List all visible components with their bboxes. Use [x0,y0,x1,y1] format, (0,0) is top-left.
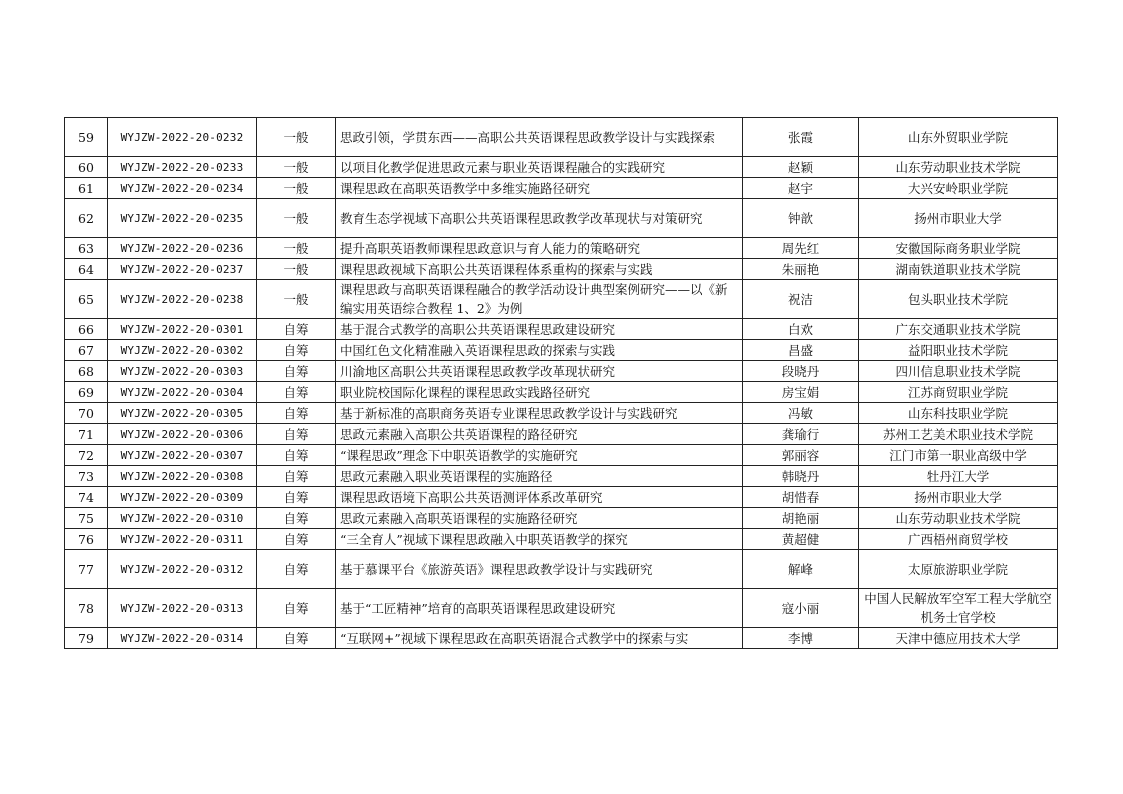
project-leader: 寇小丽 [743,589,859,628]
project-leader: 周先红 [743,238,859,259]
project-level: 自筹 [257,382,336,403]
project-leader: 张霞 [743,118,859,157]
project-leader: 黄超健 [743,529,859,550]
table-row [65,445,1058,466]
project-title: 课程思政语境下高职公共英语测评体系改革研究 [336,487,743,508]
project-level: 一般 [257,178,336,199]
project-code: WYJZW-2022-20-0311 [108,529,257,550]
institution: 四川信息职业技术学院 [859,361,1058,382]
project-level: 自筹 [257,550,336,589]
table-body [65,118,1058,649]
project-code: WYJZW-2022-20-0301 [108,319,257,340]
project-title: 教育生态学视域下高职公共英语课程思政教学改革现状与对策研究 [336,199,743,238]
row-number: 66 [65,319,108,340]
institution: 天津中德应用技术大学 [859,628,1058,649]
institution: 扬州市职业大学 [859,199,1058,238]
project-level: 自筹 [257,487,336,508]
project-level: 一般 [257,280,336,319]
row-number: 62 [65,199,108,238]
table-row [65,319,1058,340]
project-level: 自筹 [257,628,336,649]
row-number: 73 [65,466,108,487]
institution: 包头职业技术学院 [859,280,1058,319]
row-number: 72 [65,445,108,466]
project-title: “课程思政”理念下中职英语教学的实施研究 [336,445,743,466]
project-code: WYJZW-2022-20-0232 [108,118,257,157]
project-title: 思政元素融入高职公共英语课程的路径研究 [336,424,743,445]
row-number: 59 [65,118,108,157]
row-number: 63 [65,238,108,259]
table-row [65,118,1058,157]
project-title: 基于慕课平台《旅游英语》课程思政教学设计与实践研究 [336,550,743,589]
project-leader: 胡艳丽 [743,508,859,529]
institution: 大兴安岭职业学院 [859,178,1058,199]
project-code: WYJZW-2022-20-0235 [108,199,257,238]
project-title: 提升高职英语教师课程思政意识与育人能力的策略研究 [336,238,743,259]
table-row [65,361,1058,382]
row-number: 60 [65,157,108,178]
institution: 江门市第一职业高级中学 [859,445,1058,466]
project-leader: 赵颖 [743,157,859,178]
project-code: WYJZW-2022-20-0308 [108,466,257,487]
project-level: 自筹 [257,424,336,445]
row-number: 65 [65,280,108,319]
project-leader: 房宝娟 [743,382,859,403]
project-level: 自筹 [257,529,336,550]
project-code: WYJZW-2022-20-0238 [108,280,257,319]
project-leader: 赵宇 [743,178,859,199]
project-level: 一般 [257,259,336,280]
project-code: WYJZW-2022-20-0237 [108,259,257,280]
row-number: 61 [65,178,108,199]
institution: 扬州市职业大学 [859,487,1058,508]
project-leader: 解峰 [743,550,859,589]
project-leader: 冯敏 [743,403,859,424]
table-row [65,487,1058,508]
table-row [65,628,1058,649]
row-number: 78 [65,589,108,628]
institution: 广西梧州商贸学校 [859,529,1058,550]
table-row [65,529,1058,550]
table-row [65,238,1058,259]
project-code: WYJZW-2022-20-0312 [108,550,257,589]
project-leader: 祝洁 [743,280,859,319]
project-code: WYJZW-2022-20-0236 [108,238,257,259]
table-row [65,157,1058,178]
row-number: 68 [65,361,108,382]
row-number: 71 [65,424,108,445]
institution: 太原旅游职业学院 [859,550,1058,589]
table-row [65,199,1058,238]
institution: 中国人民解放军空军工程大学航空机务士官学校 [859,589,1058,628]
project-title: 中国红色文化精准融入英语课程思政的探索与实践 [336,340,743,361]
project-leader: 钟歆 [743,199,859,238]
row-number: 67 [65,340,108,361]
project-title: 思政元素融入高职英语课程的实施路径研究 [336,508,743,529]
project-title: 川渝地区高职公共英语课程思政教学改革现状研究 [336,361,743,382]
project-leader: 昌盛 [743,340,859,361]
project-title: “互联网+”视域下课程思政在高职英语混合式教学中的探索与实 [336,628,743,649]
table-row [65,550,1058,589]
project-code: WYJZW-2022-20-0313 [108,589,257,628]
project-level: 自筹 [257,589,336,628]
project-title: 基于新标准的高职商务英语专业课程思政教学设计与实践研究 [336,403,743,424]
row-number: 74 [65,487,108,508]
project-leader: 龚瑜行 [743,424,859,445]
institution: 广东交通职业技术学院 [859,319,1058,340]
project-code: WYJZW-2022-20-0309 [108,487,257,508]
table-row [65,589,1058,628]
institution: 安徽国际商务职业学院 [859,238,1058,259]
institution: 山东外贸职业学院 [859,118,1058,157]
institution: 山东劳动职业技术学院 [859,508,1058,529]
project-title: 基于“工匠精神”培育的高职英语课程思政建设研究 [336,589,743,628]
institution: 山东科技职业学院 [859,403,1058,424]
project-code: WYJZW-2022-20-0306 [108,424,257,445]
project-level: 自筹 [257,361,336,382]
row-number: 76 [65,529,108,550]
project-code: WYJZW-2022-20-0307 [108,445,257,466]
project-level: 一般 [257,238,336,259]
project-code: WYJZW-2022-20-0310 [108,508,257,529]
project-table [64,117,1058,649]
project-code: WYJZW-2022-20-0305 [108,403,257,424]
row-number: 70 [65,403,108,424]
project-title: 以项目化教学促进思政元素与职业英语课程融合的实践研究 [336,157,743,178]
table-row [65,466,1058,487]
project-title: 课程思政视域下高职公共英语课程体系重构的探索与实践 [336,259,743,280]
project-leader: 朱丽艳 [743,259,859,280]
project-level: 自筹 [257,403,336,424]
institution: 益阳职业技术学院 [859,340,1058,361]
project-title: “三全育人”视域下课程思政融入中职英语教学的探究 [336,529,743,550]
row-number: 79 [65,628,108,649]
table-row [65,340,1058,361]
project-leader: 郭丽容 [743,445,859,466]
project-code: WYJZW-2022-20-0234 [108,178,257,199]
project-level: 一般 [257,118,336,157]
table-row [65,178,1058,199]
table-row [65,424,1058,445]
project-title: 思政引领，学贯东西——高职公共英语课程思政教学设计与实践探索 [336,118,743,157]
project-leader: 韩晓丹 [743,466,859,487]
project-level: 自筹 [257,466,336,487]
project-code: WYJZW-2022-20-0302 [108,340,257,361]
project-level: 自筹 [257,445,336,466]
row-number: 75 [65,508,108,529]
row-number: 77 [65,550,108,589]
project-leader: 李博 [743,628,859,649]
project-title: 基于混合式教学的高职公共英语课程思政建设研究 [336,319,743,340]
table-row [65,280,1058,319]
table-row [65,403,1058,424]
project-level: 自筹 [257,340,336,361]
table-row [65,259,1058,280]
project-level: 自筹 [257,508,336,529]
project-code: WYJZW-2022-20-0304 [108,382,257,403]
institution: 湖南铁道职业技术学院 [859,259,1058,280]
row-number: 69 [65,382,108,403]
project-code: WYJZW-2022-20-0233 [108,157,257,178]
institution: 江苏商贸职业学院 [859,382,1058,403]
project-code: WYJZW-2022-20-0303 [108,361,257,382]
project-title: 思政元素融入职业英语课程的实施路径 [336,466,743,487]
table-row [65,508,1058,529]
table-row [65,382,1058,403]
project-level: 自筹 [257,319,336,340]
institution: 苏州工艺美术职业技术学院 [859,424,1058,445]
project-leader: 段晓丹 [743,361,859,382]
project-leader: 胡惜春 [743,487,859,508]
institution: 牡丹江大学 [859,466,1058,487]
institution: 山东劳动职业技术学院 [859,157,1058,178]
project-code: WYJZW-2022-20-0314 [108,628,257,649]
project-level: 一般 [257,199,336,238]
project-title: 课程思政在高职英语教学中多维实施路径研究 [336,178,743,199]
project-level: 一般 [257,157,336,178]
project-leader: 白欢 [743,319,859,340]
row-number: 64 [65,259,108,280]
project-title: 课程思政与高职英语课程融合的教学活动设计典型案例研究——以《新编实用英语综合教程 1、2》为例 [336,280,743,319]
project-title: 职业院校国际化课程的课程思政实践路径研究 [336,382,743,403]
